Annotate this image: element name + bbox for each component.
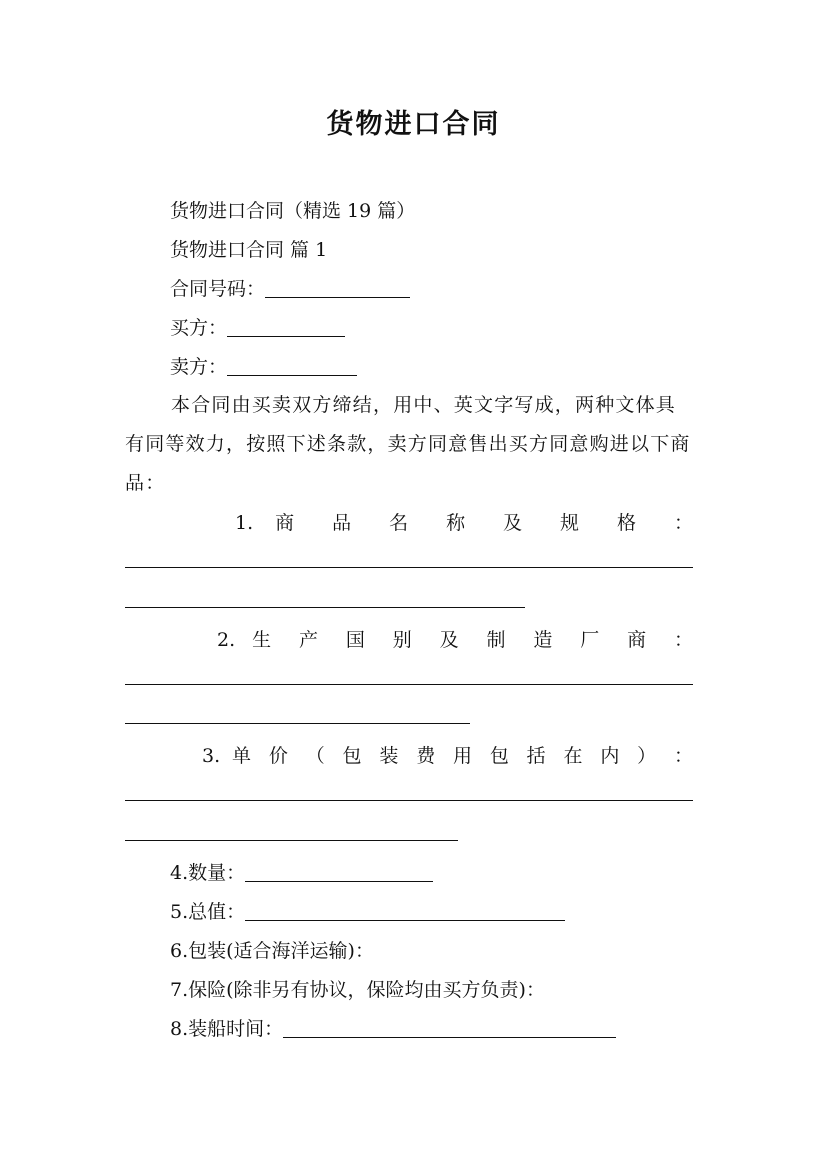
seller-blank bbox=[227, 355, 357, 376]
item-5-label: 5.总值： bbox=[170, 901, 246, 923]
contract-number-row bbox=[170, 276, 410, 302]
item-5-blank bbox=[245, 900, 565, 921]
item-2-label: 2. 生 产 国 别 及 制 造 厂 商 ： bbox=[217, 629, 693, 651]
item-8-label: 8.装船时间： bbox=[170, 1018, 284, 1040]
item-4-row bbox=[170, 860, 433, 886]
buyer-row bbox=[170, 315, 345, 341]
item-2-blank-line-1 bbox=[125, 684, 693, 685]
document-title: 货物进口合同 bbox=[326, 109, 501, 140]
document-subtitle: 货物进口合同（精选 19 篇） bbox=[170, 200, 416, 222]
item-8-blank bbox=[283, 1017, 616, 1038]
item-3-blank-line-1 bbox=[125, 800, 693, 801]
buyer-label: 买方： bbox=[170, 317, 228, 339]
item-8-row bbox=[170, 1016, 616, 1042]
seller-label: 卖方： bbox=[170, 356, 228, 378]
buyer-blank bbox=[227, 316, 345, 337]
item-2-blank-line-2 bbox=[125, 723, 470, 724]
contract-number-blank bbox=[265, 277, 410, 298]
item-4-label: 4.数量： bbox=[170, 862, 246, 884]
item-3-label: 3. 单 价 （ 包 装 费 用 包 括 在 内 ） ： bbox=[202, 745, 693, 767]
seller-row bbox=[170, 354, 357, 380]
intro-paragraph: 本合同由买卖双方缔结，用中、英文字写成，两种文体具有同等效力，按照下述条款，卖方同意售出买方同意购进以下商品： bbox=[125, 394, 691, 494]
item-5-row bbox=[170, 899, 565, 925]
item-1-blank-line-1 bbox=[125, 567, 693, 568]
item-7-label: 7.保险(除非另有协议，保险均由买方负责)： bbox=[170, 979, 545, 1001]
item-3-blank-line-2 bbox=[125, 840, 458, 841]
section-title: 货物进口合同 篇 1 bbox=[170, 239, 328, 261]
item-6-label: 6.包装(适合海洋运输)： bbox=[170, 940, 374, 962]
item-1-blank-line-2 bbox=[125, 607, 525, 608]
item-4-blank bbox=[245, 861, 433, 882]
contract-number-label: 合同号码： bbox=[170, 278, 266, 300]
item-1-label: 1. 商 品 名 称 及 规 格 ： bbox=[235, 512, 693, 534]
